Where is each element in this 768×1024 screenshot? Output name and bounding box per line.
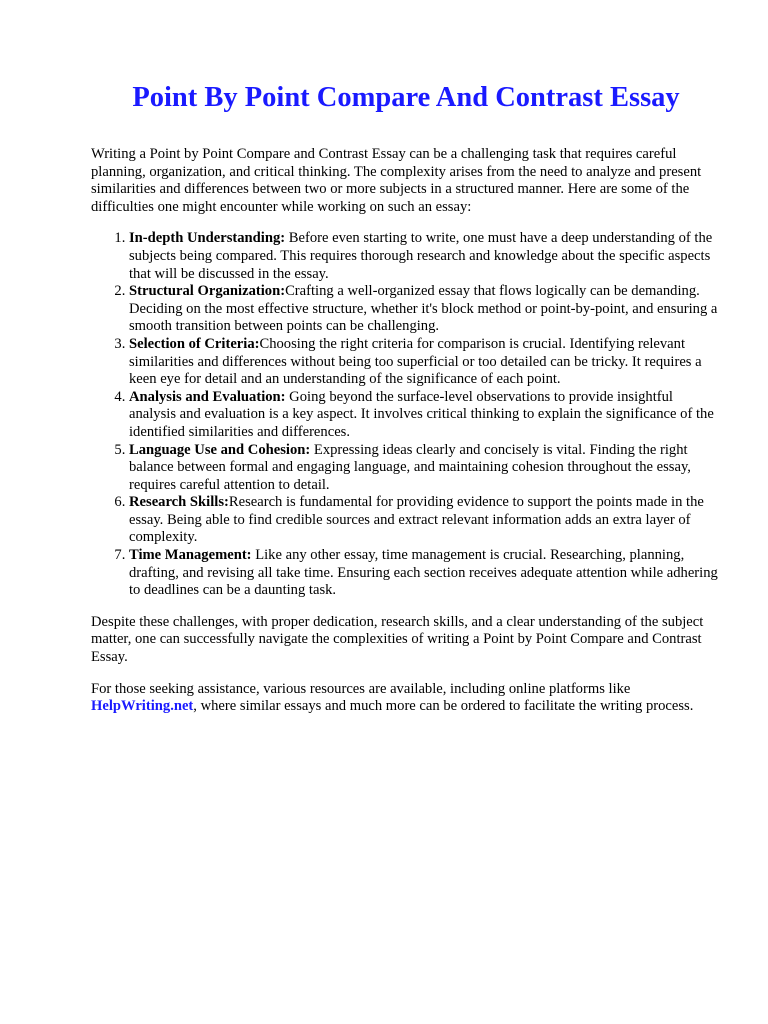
list-item-text: Before even starting to write, one must have a deep understanding of the subjects being compared. This requires thorough research and knowledge about the specific aspects that will be discussed in the essay.: [129, 230, 713, 282]
page-title: Point By Point Compare And Contrast Essay: [132, 82, 680, 113]
list-item-term: Selection of Criteria:: [129, 335, 260, 352]
list-item-text: Going beyond the surface-level observations to provide insightful analysis and evaluation is a key aspect. It involves critical thinking to explain the significance of the identified similarities and differences.: [129, 388, 714, 440]
list-item-term: Research Skills:: [129, 494, 229, 511]
list-item-text: Like any other essay, time management is crucial. Researching, planning, drafting, and revising all take time. Ensuring each section receives adequate attention while adhering to deadlines can be a daunting task.: [129, 547, 718, 599]
list-item-text: Expressing ideas clearly and concisely is vital. Finding the right balance between formal and engaging language, and maintaining cohesion throughout the essay, requires careful attention to detail.: [129, 441, 691, 493]
closing-paragraph: Despite these challenges, with proper dedication, research skills, and a clear understanding of the subject matter, one can successfully navigate the complexities of writing a Point by Point Compare and Contrast Essay.: [91, 613, 704, 666]
list-item: [129, 547, 721, 600]
assistance-prefix: For those seeking assistance, various resources are available, including online platforms like: [91, 680, 631, 697]
list-item: [129, 230, 721, 283]
list-item: [129, 283, 721, 336]
list-item-term: Analysis and Evaluation:: [129, 388, 286, 405]
assistance-suffix: , where similar essays and much more can be ordered to facilitate the writing process.: [193, 698, 694, 715]
list-item: [129, 389, 721, 442]
list-item: [129, 336, 721, 389]
difficulties-list: [91, 230, 721, 599]
list-item-term: Time Management:: [129, 547, 252, 564]
document-body: [91, 146, 721, 716]
list-item: [129, 494, 721, 547]
list-item-term: Language Use and Cohesion:: [129, 441, 311, 458]
intro-paragraph: Writing a Point by Point Compare and Contrast Essay can be a challenging task that requires careful planning, organization, and critical thinking. The complexity arises from the need to analyze and present similarities and differences between two or more subjects in a structured manner. Here are some of the difficulties one might encounter while working on such an essay:: [91, 146, 702, 215]
list-item-text: Choosing the right criteria for comparison is crucial. Identifying relevant similarities and differences without being too superficial or too detailed can be tricky. It requires a keen eye for detail and an understanding of the significance of each point.: [129, 335, 702, 388]
list-item-term: In-depth Understanding:: [129, 230, 286, 247]
helpwriting-link[interactable]: HelpWriting.net: [91, 698, 194, 715]
list-item: [129, 442, 721, 495]
list-item-term: Structural Organization:: [129, 283, 286, 300]
assistance-paragraph: [91, 681, 721, 716]
list-item-text: Research is fundamental for providing evidence to support the points made in the essay. Being able to find credible sources and extract relevant information adds an extra layer of complexity.: [129, 494, 704, 546]
list-item-text: Crafting a well-organized essay that flows logically can be demanding. Deciding on the most effective structure, whether it's block method or point-by-point, and ensuring a smooth transition between points can be challenging.: [129, 283, 718, 335]
